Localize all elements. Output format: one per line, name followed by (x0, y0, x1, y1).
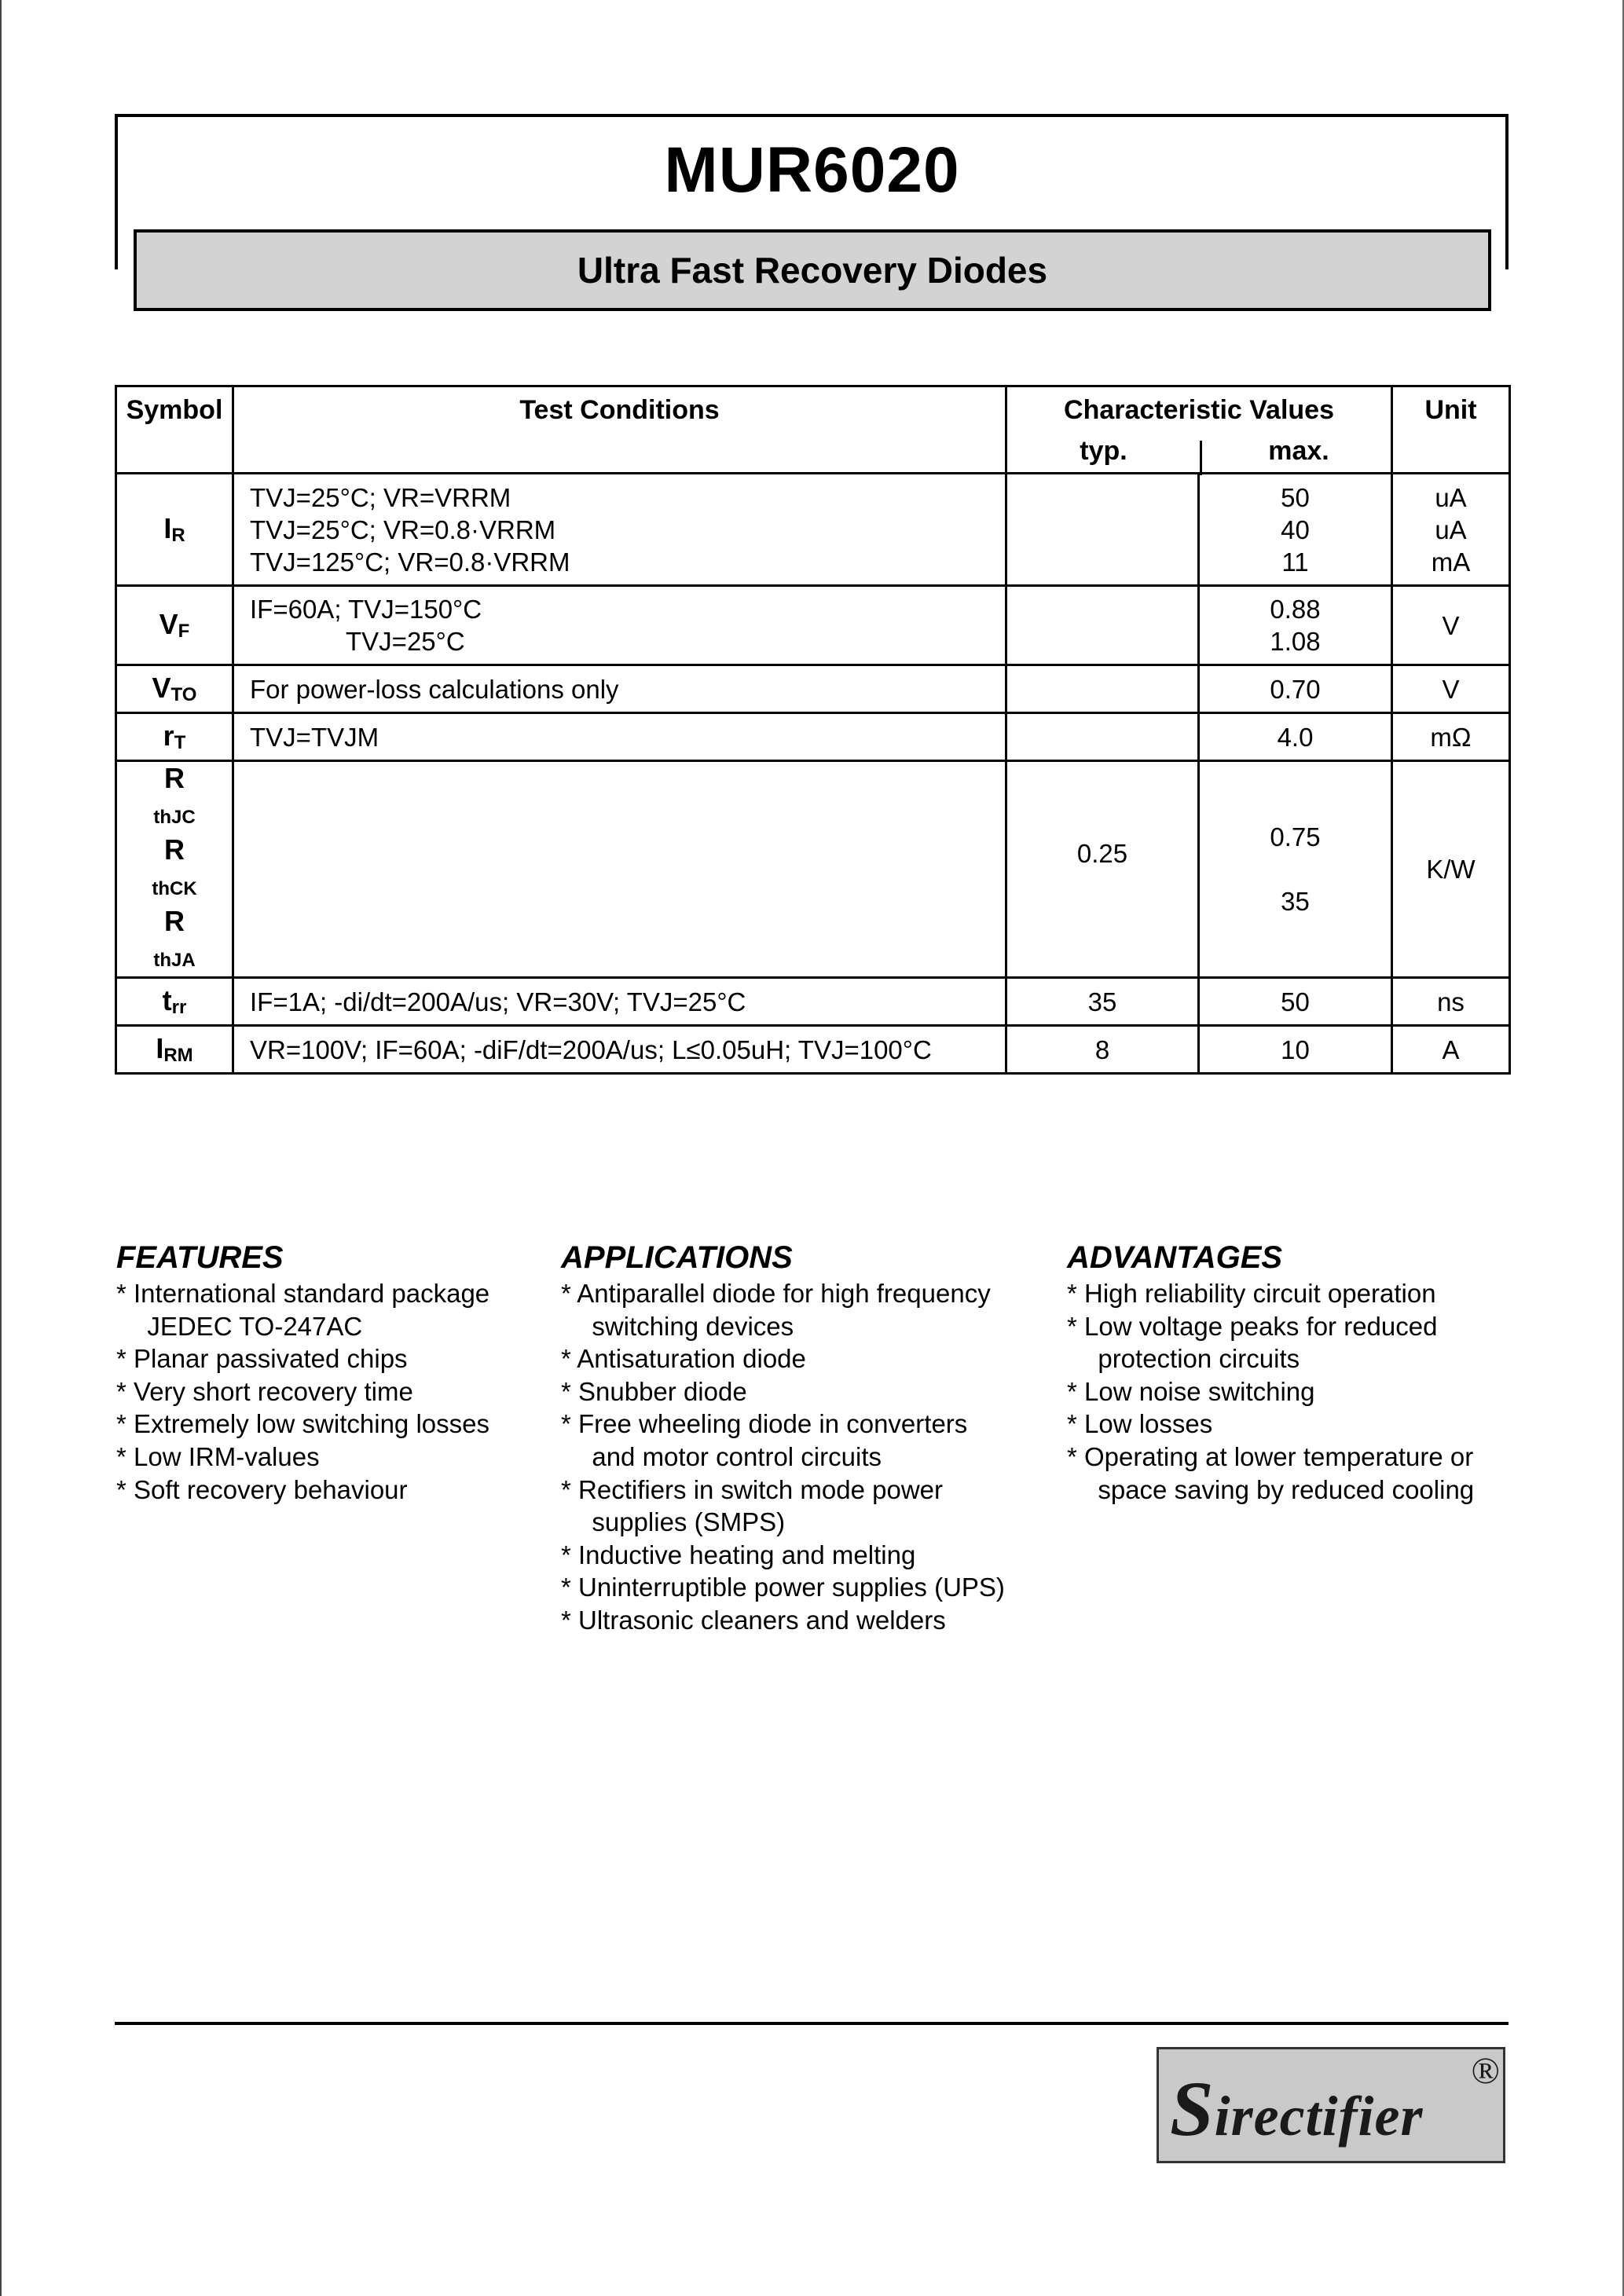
list-item: * Low IRM-values (116, 1441, 320, 1471)
header-symbol: Symbol (116, 386, 233, 474)
list-item: * International standard package JEDEC TO-247AC (116, 1279, 490, 1341)
footer-divider (115, 2022, 1509, 2025)
row-conditions: IF=1A; -di/dt=200A/us; VR=30V; TVJ=25°C (233, 978, 1006, 1026)
row-typ (1006, 713, 1199, 761)
row-symbol: $V_F$ (116, 586, 233, 665)
row-typ: 0.25 (1006, 761, 1199, 978)
table-row (116, 761, 1510, 978)
list-item: * Planar passivated chips (116, 1344, 408, 1374)
row-max: 10 (1199, 1026, 1392, 1074)
part-number-title: MUR6020 (664, 134, 960, 206)
features-section (116, 1240, 541, 1506)
table-row (116, 474, 1510, 586)
applications-list (561, 1277, 1048, 1637)
row-unit: A (1392, 1026, 1510, 1074)
header-characteristic-values (1006, 386, 1392, 474)
row-typ (1006, 665, 1199, 713)
list-item: * Uninterruptible power supplies (UPS) (561, 1573, 1005, 1602)
advantages-heading: ADVANTAGES (1067, 1240, 1283, 1275)
list-item: * High reliability circuit operation (1067, 1279, 1436, 1308)
row-unit: mΩ (1392, 713, 1510, 761)
row-symbol: $I_{RM}$ (116, 1026, 233, 1074)
advantages-list (1067, 1277, 1538, 1506)
applications-section (561, 1240, 1048, 1637)
list-item: * Extremely low switching losses (116, 1409, 489, 1439)
features-list (116, 1277, 541, 1506)
row-max: 0.70 (1199, 665, 1392, 713)
row-max: 4.0 (1199, 713, 1392, 761)
row-typ (1006, 474, 1199, 586)
header-typ: typ. (1080, 436, 1127, 466)
row-unit: V (1392, 665, 1510, 713)
header-max: max. (1268, 436, 1329, 466)
row-conditions: TVJ=25°C; VR=VRRM TVJ=25°C; VR=0.8·VRRM TVJ=125°C; VR=0.8·VRRM (233, 474, 1006, 586)
table-row (116, 586, 1510, 665)
characteristics-table (115, 385, 1511, 1075)
table-row (116, 665, 1510, 713)
row-symbol: $V_{TO}$ (116, 665, 233, 713)
header-values-title: Characteristic Values (1064, 395, 1334, 425)
row-conditions (233, 761, 1006, 978)
subtitle-text: Ultra Fast Recovery Diodes (577, 250, 1048, 291)
applications-heading: APPLICATIONS (561, 1240, 793, 1275)
row-typ: 35 (1006, 978, 1199, 1026)
advantages-section (1067, 1240, 1538, 1506)
row-unit: uA uA mA (1392, 474, 1510, 586)
row-symbol: $I_R$ (116, 474, 233, 586)
list-item: * Antiparallel diode for high frequency switching devices (561, 1279, 991, 1341)
list-item: * Operating at lower temperature or space saving by reduced cooling (1067, 1441, 1475, 1504)
features-heading: FEATURES (116, 1240, 284, 1275)
registered-mark-icon: ® (1471, 2050, 1500, 2092)
list-item: * Low noise switching (1067, 1376, 1315, 1406)
list-item: * Low voltage peaks for reduced protection circuits (1067, 1311, 1438, 1374)
row-unit: V (1392, 586, 1510, 665)
row-max: 50 (1199, 978, 1392, 1026)
header-test-conditions: Test Conditions (233, 386, 1006, 474)
row-max: 50 40 11 (1199, 474, 1392, 586)
row-typ: 8 (1006, 1026, 1199, 1074)
row-conditions: IF=60A; TVJ=150°C TVJ=25°C (233, 586, 1006, 665)
row-symbol: R $_{thJC}$ R $_{thCK}$ R $_{thJA}$ (116, 761, 233, 978)
list-item: * Soft recovery behaviour (116, 1474, 408, 1504)
row-symbol: $r_T$ (116, 713, 233, 761)
list-item: * Antisaturation diode (561, 1344, 806, 1374)
table-row (116, 1026, 1510, 1074)
row-conditions: For power-loss calculations only (233, 665, 1006, 713)
row-unit: K/W (1392, 761, 1510, 978)
row-conditions: TVJ=TVJM (233, 713, 1006, 761)
row-max: 0.88 1.08 (1199, 586, 1392, 665)
table-row (116, 713, 1510, 761)
list-item: * Rectifiers in switch mode power supplies (SMPS) (561, 1474, 944, 1537)
sirectifier-logo (1157, 2047, 1505, 2163)
list-item: * Inductive heating and melting (561, 1540, 916, 1569)
list-item: * Snubber diode (561, 1376, 747, 1406)
list-item: * Free wheeling diode in converters and motor control circuits (561, 1409, 968, 1471)
logo-wordmark: Sirectifier (1170, 2065, 1424, 2152)
list-item: * Very short recovery time (116, 1376, 413, 1406)
list-item: * Ultrasonic cleaners and welders (561, 1605, 946, 1635)
header-unit: Unit (1392, 386, 1510, 474)
row-max: 0.75 35 (1199, 761, 1392, 978)
table-row (116, 978, 1510, 1026)
row-symbol: $t_{rr}$ (116, 978, 233, 1026)
subtitle-banner (134, 229, 1491, 311)
list-item: * Low losses (1067, 1409, 1213, 1439)
row-unit: ns (1392, 978, 1510, 1026)
row-conditions: VR=100V; IF=60A; -diF/dt=200A/us; L≤0.05uH; TVJ=100°C (233, 1026, 1006, 1074)
row-typ (1006, 586, 1199, 665)
